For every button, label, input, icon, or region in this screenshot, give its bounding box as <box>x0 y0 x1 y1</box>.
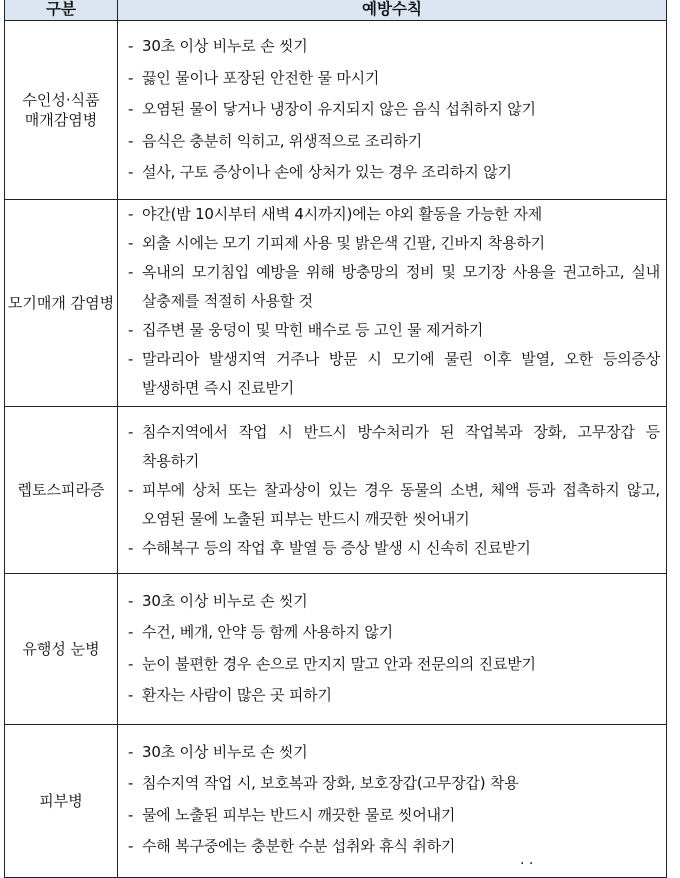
row-category: 렙토스피라증 <box>5 406 118 573</box>
dash-bullet: - <box>128 37 134 55</box>
dash-bullet: - <box>128 774 134 792</box>
list-item: - 설사, 구토 증상이나 손에 상처가 있는 경우 조리하지 않기 <box>128 157 660 189</box>
table-row <box>5 573 667 724</box>
dash-bullet: - <box>128 742 134 761</box>
header-rules: 예방수칙 <box>118 0 667 21</box>
dash-bullet: - <box>128 538 134 557</box>
list-item: - 피부에 상처 또는 찰과상이 있는 경우 동물의 소변, 체액 등과 접촉하지 않고, 오염된 물에 노출된 피부는 반드시 깨끗한 씻어내기 <box>128 476 660 534</box>
row-rules <box>118 21 667 200</box>
dash-bullet: - <box>128 320 134 339</box>
rule-list <box>118 574 666 724</box>
table-row <box>5 724 667 877</box>
table-row <box>5 21 667 200</box>
dash-bullet: - <box>128 422 134 441</box>
dash-bullet: - <box>128 349 134 368</box>
table-row <box>5 199 667 406</box>
list-item: - 외출 시에는 모기 기피제 사용 및 밝은색 긴팔, 긴바지 착용하기 <box>128 229 660 258</box>
list-item: - 수해 복구중에는 충분한 수분 섭취와 휴식 취하기 <box>128 831 660 863</box>
list-item: - 30초 이상 비누로 손 씻기 <box>128 737 660 769</box>
rule-list <box>118 200 666 406</box>
list-item: - 환자는 사람이 많은 곳 피하기 <box>128 680 660 712</box>
dash-bullet: - <box>128 131 134 150</box>
row-category: 유행성 눈병 <box>5 573 118 724</box>
dash-bullet: - <box>128 805 134 824</box>
dash-bullet: - <box>128 204 134 223</box>
dash-bullet: - <box>128 163 134 181</box>
rule-list <box>118 21 666 199</box>
list-item: - 끓인 물이나 포장된 안전한 물 마시기 <box>128 63 660 95</box>
row-rules <box>118 199 667 406</box>
row-rules <box>118 573 667 724</box>
row-category: 수인성·식품 매개감염병 <box>5 21 118 200</box>
dash-bullet: - <box>128 591 134 610</box>
footer-mark: · · <box>520 856 534 872</box>
dash-bullet: - <box>128 262 134 281</box>
dash-bullet: - <box>128 480 134 499</box>
prevention-table <box>4 0 667 878</box>
list-item: - 침수지역 작업 시, 보호복과 장화, 보호장갑(고무장갑) 착용 <box>128 768 660 800</box>
list-item: - 30초 이상 비누로 손 씻기 <box>128 586 660 618</box>
list-item: - 물에 노출된 피부는 반드시 깨끗한 물로 씻어내기 <box>128 800 660 832</box>
dash-bullet: - <box>128 233 134 252</box>
list-item: - 수해복구 등의 작업 후 발열 등 증상 발생 시 신속히 진료받기 <box>128 534 660 563</box>
dash-bullet: - <box>128 68 134 87</box>
list-item: - 30초 이상 비누로 손 씻기 <box>128 31 660 63</box>
dash-bullet: - <box>128 100 134 118</box>
row-rules <box>118 724 667 877</box>
row-category: 피부병 <box>5 724 118 877</box>
row-rules <box>118 406 667 573</box>
dash-bullet: - <box>128 654 134 673</box>
table-row <box>5 406 667 573</box>
row-category: 모기매개 감염병 <box>5 199 118 406</box>
list-item: - 야간(밤 10시부터 새벽 4시까지)에는 야외 활동을 가능한 자제 <box>128 200 660 229</box>
list-item: - 옥내의 모기침입 예방을 위해 방충망의 정비 및 모기장 사용을 권고하고, 실내 살충제를 적절히 사용할 것 <box>128 258 660 316</box>
list-item: - 눈이 불편한 경우 손으로 만지지 말고 안과 전문의의 진료받기 <box>128 649 660 681</box>
dash-bullet: - <box>128 686 134 704</box>
list-item: - 침수지역에서 작업 시 반드시 방수처리가 된 작업복과 장화, 고무장갑 등 착용하기 <box>128 418 660 476</box>
rule-list <box>118 407 666 573</box>
dash-bullet: - <box>128 623 134 641</box>
header-category: 구분 <box>5 0 118 21</box>
table-header-row <box>5 0 667 21</box>
list-item: - 음식은 충분히 익히고, 위생적으로 조리하기 <box>128 126 660 158</box>
list-item: - 말라리아 발생지역 거주나 방문 시 모기에 물린 이후 발열, 오한 등의증상 발생하면 즉시 진료받기 <box>128 345 660 403</box>
list-item: - 오염된 물이 닿거나 냉장이 유지되지 않은 음식 섭취하지 않기 <box>128 94 660 126</box>
list-item: - 집주변 물 웅덩이 및 막힌 배수로 등 고인 물 제거하기 <box>128 316 660 345</box>
list-item: - 수건, 베개, 안약 등 함께 사용하지 않기 <box>128 617 660 649</box>
dash-bullet: - <box>128 837 134 855</box>
rule-list <box>118 725 666 877</box>
